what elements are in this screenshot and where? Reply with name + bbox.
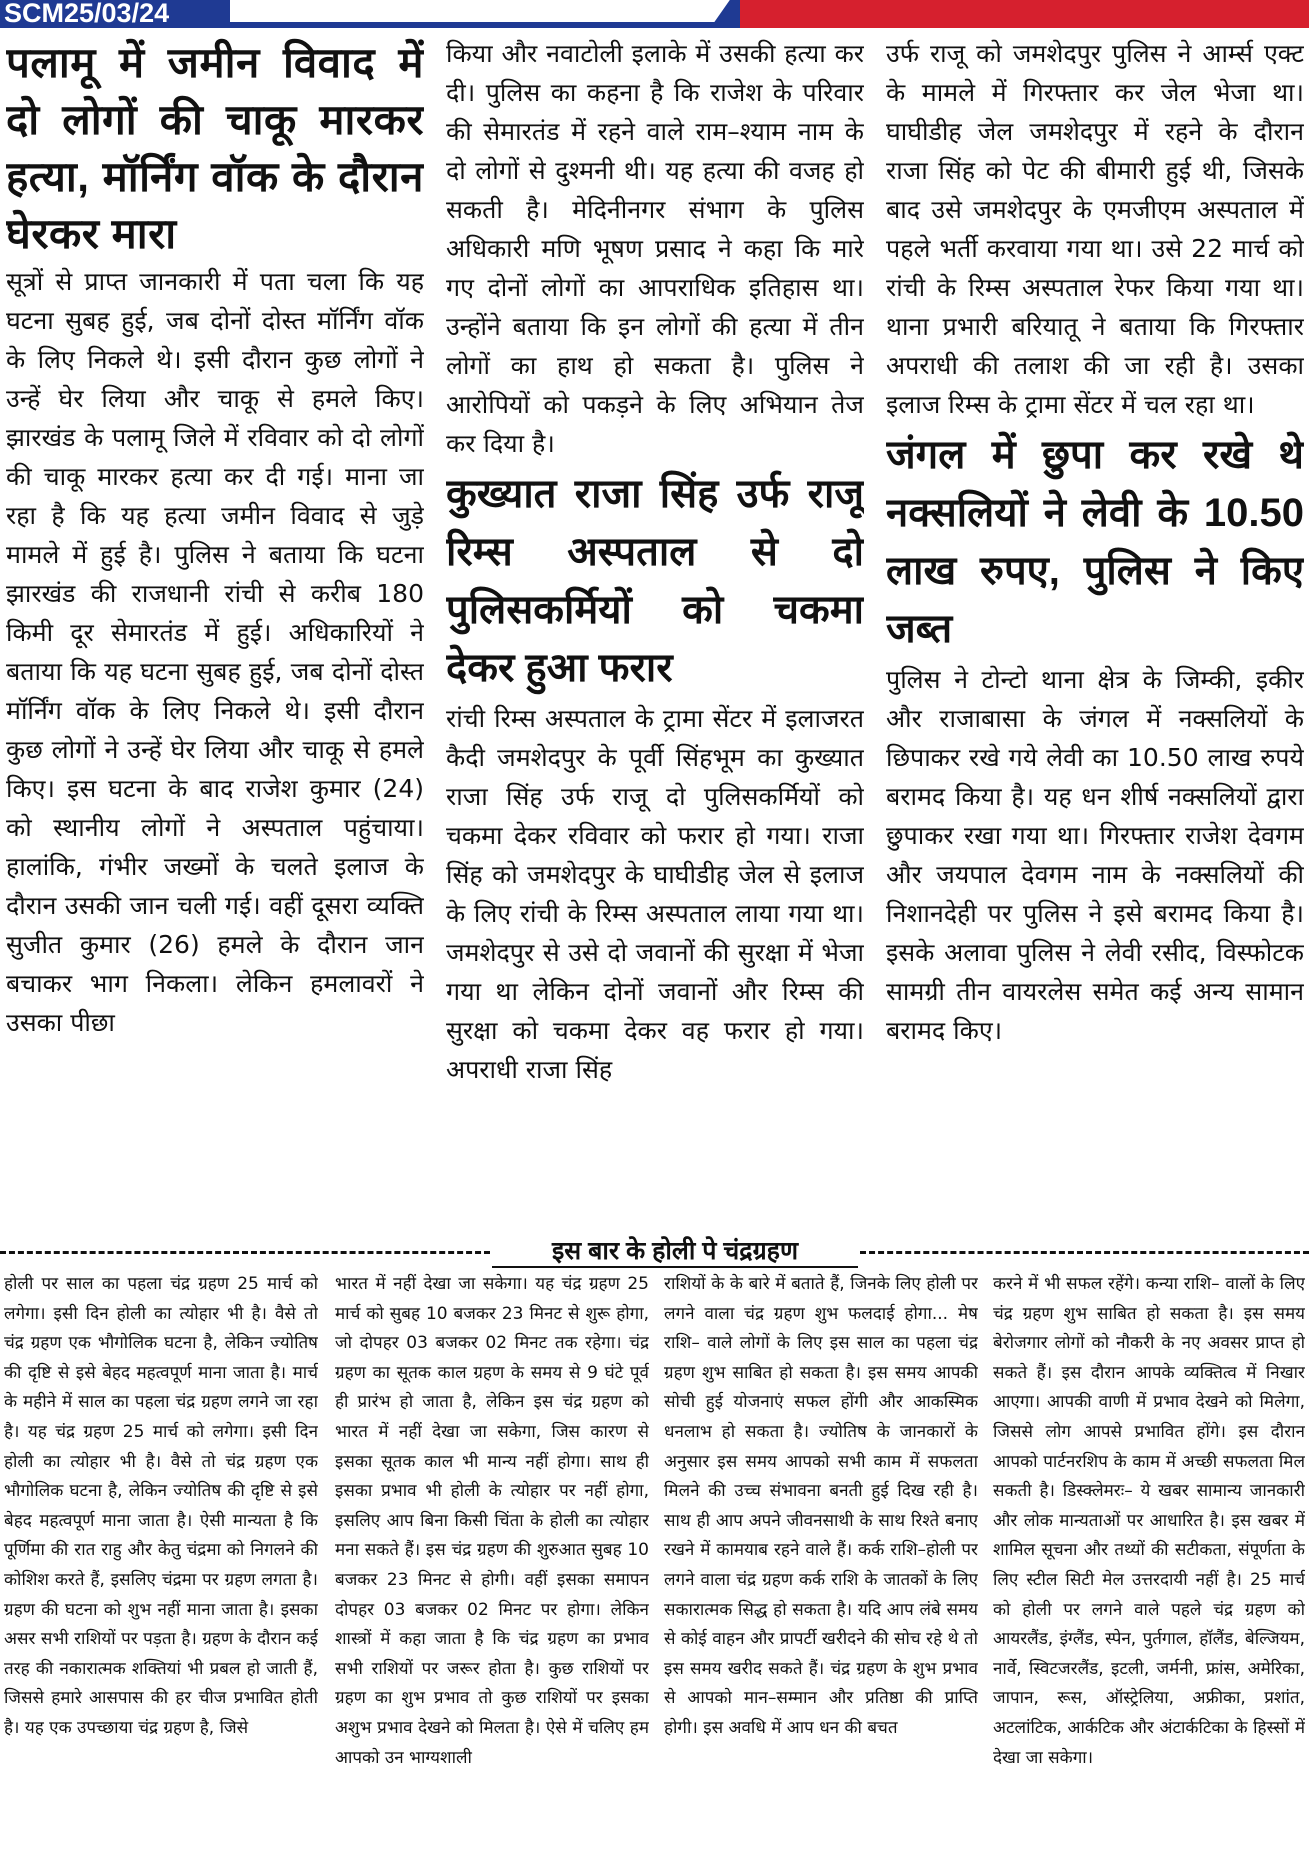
column-2 (446, 34, 864, 1250)
holi-column-1: होली पर साल का पहला चंद्र ग्रहण 25 मार्च को लगेगा। इसी दिन होली का त्योहार भी है। वैसे तो चंद्र ग्रहण एक भौगोलिक घटना है, लेकिन ज्योतिष की दृष्टि से इसे बेहद महत्वपूर्ण माना जाता है। मार्च के महीने में साल का पहला चंद्र ग्रहण लगने जा रहा है। यह चंद्र ग्रहण 25 मार्च को लगेगा। इसी दिन होली का त्योहार भी है। वैसे तो चंद्र ग्रहण एक भौगोलिक घटना है, लेकिन ज्योतिष की दृष्टि से इसे बेहद महत्वपूर्ण माना जाता है। ऐसी मान्यता है कि पूर्णिमा की रात राहु और केतु चंद्रमा को निगलने की कोशिश करते हैं, इसलिए चंद्रमा पर ग्रहण लगता है। ग्रहण की घटना को शुभ नहीं माना जाता है। इसका असर सभी राशियों पर पड़ता है। ग्रहण के दौरान कई तरह की नकारात्मक शक्तियां भी प्रबल हो जाती हैं, जिससे हमारे आसपास की हर चीज प्रभावित होती है। यह एक उपच्छाया चंद्र ग्रहण है, जिसे (4, 1274, 318, 1738)
column-3 (886, 34, 1304, 1250)
article-3-headline: जंगल में छुपा कर रखे थे नक्सलियों ने लेवी के 10.50 लाख रुपए, पुलिस ने किए जब्त (886, 433, 1304, 651)
article-3-body: पुलिस ने टोन्टो थाना क्षेत्र के जिम्की, इकीर और राजाबासा के जंगल में नक्सलियों के छिपाकर रखे गये लेवी का 10.50 लाख रुपये बरामद किया है। यह धन शीर्ष नक्सलियों द्वारा छुपाकर रखा गया था। गिरफ्तार राजेश देवगम और जयपाल देवगम नाम के नक्सलियों की निशानदेही पर पुलिस ने इसे बरामद किया है। इसके अलावा पुलिस ने लेवी रसीद, विस्फोटक सामग्री तीन वायरलेस समेत कई अन्य सामान बरामद किए। (886, 665, 1304, 1045)
masthead-title: SCM25/03/24 (4, 0, 170, 28)
holi-column-3: राशियों के के बारे में बताते हैं, जिनके लिए होली पर लगने वाला चंद्र ग्रहण शुभ फलदाई होगा... मेष राशि– वाले लोगों के लिए इस साल का पहला चंद्र ग्रहण शुभ साबित हो सकता है। इस समय आपकी सोची हुई योजनाएं सफल होंगी और आकस्मिक धनलाभ हो सकता है। ज्योतिष के जानकारों के अनुसार इस समय आपको सभी काम में सफलता मिलने की उच्च संभावना बनती हुई दिख रही है। साथ ही आप अपने जीवनसाथी के साथ रिश्ते बनाए रखने में कामयाब रहने वाले हैं। कर्क राशि–होली पर लगने वाला चंद्र ग्रहण कर्क राशि के जातकों के लिए सकारात्मक सिद्ध हो सकता है। यदि आप लंबे समय से कोई वाहन और प्रापर्टी खरीदने की सोच रहे थे तो इस समय खरीद सकते हैं। चंद्र ग्रहण के शुभ प्रभाव से आपको मान–सम्मान और प्रतिष्ठा की प्राप्ति होगी। इस अवधि में आप धन की बचत (664, 1274, 978, 1738)
section-divider-right (860, 1251, 1309, 1255)
holi-section-title: इस बार के होली पे चंद्रग्रहण (492, 1234, 858, 1268)
article-1-headline: पलामू में जमीन विवाद में दो लोगों की चाकू मारकर हत्या, मॉर्निंग वॉक के दौरान घेरकर मारा (6, 39, 424, 257)
column-1 (6, 34, 424, 1264)
article-1-continuation: किया और नवाटोली इलाके में उसकी हत्या कर दी। पुलिस का कहना है कि राजेश के परिवार की सेमारतंड में रहने वाले राम–श्याम नाम के दो लोगों से दुश्मनी थी। यह हत्या की वजह हो सकती है। मेदिनीनगर संभाग के पुलिस अधिकारी मणि भूषण प्रसाद ने कहा कि मारे गए दोनों लोगों का आपराधिक इतिहास था। उन्होंने बताया कि इन लोगों की हत्या में तीन लोगों का हाथ हो सकता है। पुलिस ने आरोपियों को पकड़ने के लिए अभियान तेज कर दिया है। (446, 39, 864, 458)
section-divider-left (0, 1251, 490, 1255)
masthead-bar (0, 0, 1309, 28)
article-2-continuation: उर्फ राजू को जमशेदपुर पुलिस ने आर्म्स एक्ट के मामले में गिरफ्तार कर जेल भेजा था। घाघीडीह जेल जमशेदपुर में रहने के दौरान राजा सिंह को पेट की बीमारी हुई थी, जिसके बाद उसे जमशेदपुर के एमजीएम अस्पताल में पहले भर्ती करवाया गया था। उसे 22 मार्च को रांची के रिम्स अस्पताल रेफर किया गया था। थाना प्रभारी बरियातू ने बताया कि गिरफ्तार अपराधी की तलाश की जा रही है। उसका इलाज रिम्स के ट्रामा सेंटर में चल रहा था। (886, 39, 1304, 419)
masthead-red-stripe (740, 0, 1309, 28)
holi-column-2: भारत में नहीं देखा जा सकेगा। यह चंद्र ग्रहण 25 मार्च को सुबह 10 बजकर 23 मिनट से शुरू होगा, जो दोपहर 03 बजकर 02 मिनट तक रहेगा। चंद्र ग्रहण का सूतक काल ग्रहण के समय से 9 घंटे पूर्व ही प्रारंभ हो जाता है, लेकिन इस चंद्र ग्रहण को भारत में नहीं देखा जा सकेगा, जिस कारण से इसका सूतक काल भी मान्य नहीं होगा। साथ ही इसका प्रभाव भी होली के त्योहार पर नहीं होगा, इसलिए आप बिना किसी चिंता के होली का त्योहार मना सकते हैं। इस चंद्र ग्रहण की शुरुआत सुबह 10 बजकर 23 मिनट से होगी। वहीं इसका समापन दोपहर 03 बजकर 02 मिनट पर होगा। लेकिन शास्त्रों में कहा जाता है कि चंद्र ग्रहण का प्रभाव सभी राशियों पर जरूर होता है। कुछ राशियों पर ग्रहण का शुभ प्रभाव तो कुछ राशियों पर इसका अशुभ प्रभाव देखने को मिलता है। ऐसे में चलिए हम आपको उन भाग्यशाली (335, 1274, 649, 1768)
article-1-body: सूत्रों से प्राप्त जानकारी में पता चला कि यह घटना सुबह हुई, जब दोनों दोस्त मॉर्निंग वॉक के लिए निकले थे। इसी दौरान कुछ लोगों ने उन्हें घेर लिया और चाकू से हमले किए। झारखंड के पलामू जिले में रविवार को दो लोगों की चाकू मारकर हत्या कर दी गई। माना जा रहा है कि यह हत्या जमीन विवाद से जुड़े मामले में हुई है। पुलिस ने बताया कि घटना झारखंड की राजधानी रांची से करीब 180 किमी दूर सेमारतंड में हुई। अधिकारियों ने बताया कि यह घटना सुबह हुई, जब दोनों दोस्त मॉर्निंग वॉक के लिए निकले थे। इसी दौरान कुछ लोगों ने उन्हें घेर लिया और चाकू से हमले किए। इस घटना के बाद राजेश कुमार (24) को स्थानीय लोगों ने अस्पताल पहुंचाया। हालांकि, गंभीर जख्मों के चलते इलाज के दौरान उसकी जान चली गई। वहीं दूसरा व्यक्ति सुजीत कुमार (26) हमले के दौरान जान बचाकर भाग निकला। लेकिन हमलावरों ने उसका पीछा (6, 267, 424, 1037)
article-2-body: रांची रिम्स अस्पताल के ट्रामा सेंटर में इलाजरत कैदी जमशेदपुर के पूर्वी सिंहभूम का कुख्यात राजा सिंह उर्फ राजू दो पुलिसकर्मियों को चकमा देकर रविवार को फरार हो गया। राजा सिंह को जमशेदपुर के घाघीडीह जेल से इलाज के लिए रांची के रिम्स अस्पताल लाया गया था। जमशेदपुर से उसे दो जवानों की सुरक्षा में भेजा गया था लेकिन दोनों जवानों और रिम्स की सुरक्षा को चकमा देकर वह फरार हो गया। अपराधी राजा सिंह (446, 704, 864, 1084)
article-2-headline: कुख्यात राजा सिंह उर्फ राजू रिम्स अस्पताल से दो पुलिसकर्मियों को चकमा देकर हुआ फरार (446, 472, 864, 690)
masthead-white-stripe (230, 0, 750, 28)
holi-column-4: करने में भी सफल रहेंगे। कन्या राशि– वालों के लिए चंद्र ग्रहण शुभ साबित हो सकता है। इस समय बेरोजगार लोगों को नौकरी के नए अवसर प्राप्त हो सकते हैं। इस दौरान आपके व्यक्तित्व में निखार आएगा। आपकी वाणी में प्रभाव देखने को मिलेगा, जिससे लोग आपसे प्रभावित होंगे। इस दौरान आपको पार्टनरशिप के काम में अच्छी सफलता मिल सकती है। डिस्क्लेमरः– ये खबर सामान्य जानकारी और लोक मान्यताओं पर आधारित है। इस खबर में शामिल सूचना और तथ्यों की सटीकता, संपूर्णता के लिए स्टील सिटी मेल उत्तरदायी नहीं है। 25 मार्च को होली पर लगने वाले पहले चंद्र ग्रहण को आयरलैंड, इंग्लैंड, स्पेन, पुर्तगाल, हॉलैंड, बेल्जियम, नार्वे, स्विटजरलैंड, इटली, जर्मनी, फ्रांस, अमेरिका, जापान, रूस, ऑस्ट्रेलिया, अफ्रीका, प्रशांत, अटलांटिक, आर्कटिक और अंटार्कटिका के हिस्सों में देखा जा सकेगा। (993, 1274, 1305, 1768)
